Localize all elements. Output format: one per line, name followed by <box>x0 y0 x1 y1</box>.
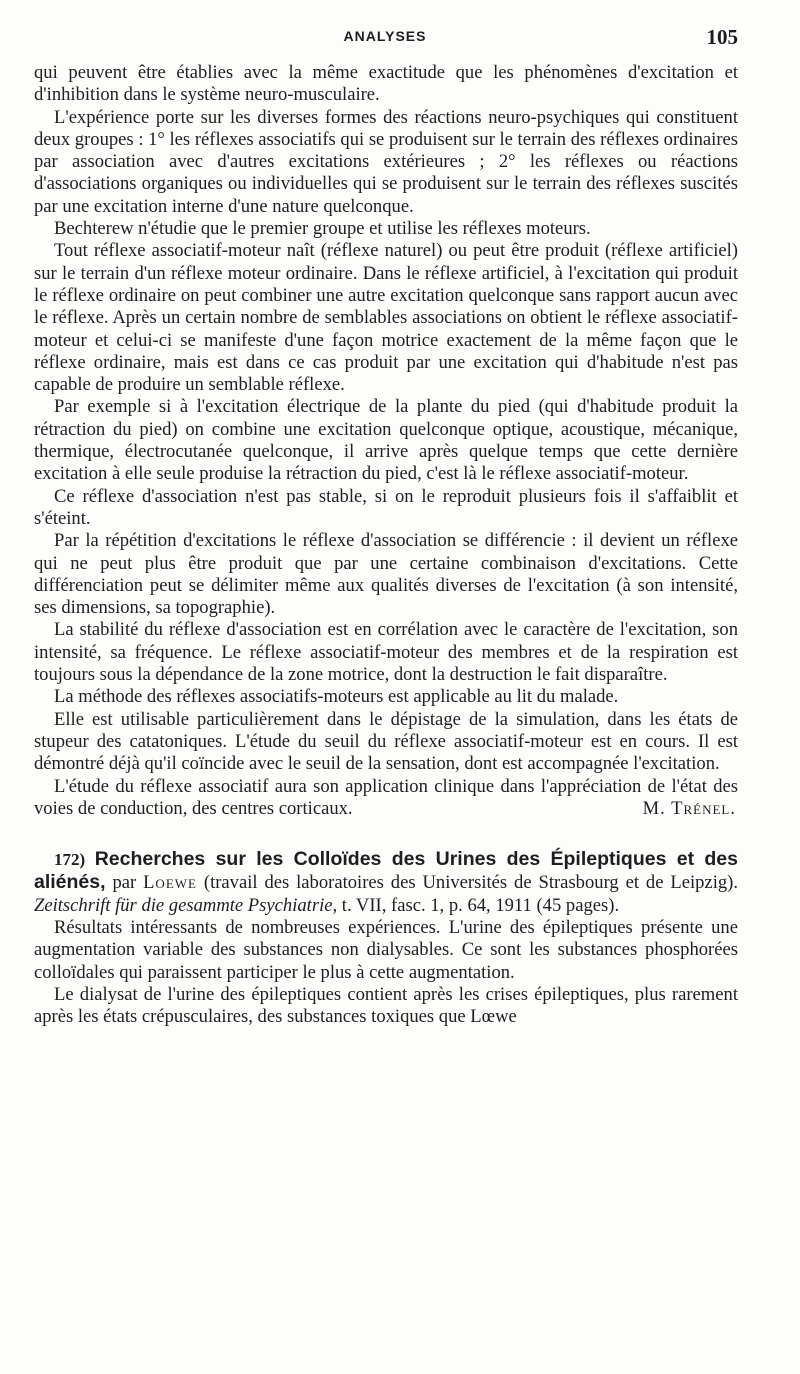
paragraph: Elle est utilisable particulièrement dans le dépistage de la simulation, dans les états de stupeur des catatoniques. L'étude du seuil du réflexe associatif-moteur est en cours. Il est démontré déjà qu'il coïncide avec le seuil de la sensation, dont est accompagnée l'excitation. <box>34 708 738 775</box>
entry-by: par <box>105 872 144 894</box>
entry-paragraph: Le dialysat de l'urine des épileptiques contient après les crises épileptiques, plus rarement après les états crépusculaires, des substances toxiques que Lœwe <box>34 983 738 1028</box>
entry-number: 172) <box>54 850 86 870</box>
paragraph: Par exemple si à l'excitation électrique de la plante du pied (qui d'habitude produit la rétraction du pied) on combine une excitation quelconque optique, acoustique, mécanique, thermique, électrocutanée quelconque, il arrive après quelque temps que cette dernière excitation à elle seule produise la rétraction du pied, c'est là le réflexe associatif-moteur. <box>34 396 738 485</box>
entry-citation: t. VII, fasc. 1, p. 64, 1911 (45 pages). <box>337 894 620 916</box>
paragraph: qui peuvent être établies avec la même exactitude que les phénomènes d'excitation et d'inhibition dans le système neuro-musculaire. <box>34 62 738 106</box>
paragraph: Par la répétition d'excitations le réflexe d'association se différencie : il devient un réflexe qui ne peut plus être produit que par une certaine combinaison d'excitations. Cette différenciation peut se délimiter même aux qualités diverses de l'excitation (à son intensité, ses dimensions, sa topographie). <box>34 530 738 619</box>
entry-title: Recherches sur les Colloïdes des Urines des Épileptiques et des aliénés, <box>34 848 738 894</box>
paragraph: L'expérience porte sur les diverses formes des réactions neuro-psychiques qui constituent deux groupes : 1° les réflexes associatifs qui se produisent sur le terrain des réflexes ordinaires par association avec d'autres excitations extérieures ; 2° les réflexes ou réactions d'associations organiques ou individuelles qui se produisent sur le terrain des réflexes suscités par une excitation interne d'une nature quelconque. <box>34 106 738 217</box>
reviewer-signature: M. Trénel. <box>642 797 736 819</box>
review-entry <box>34 848 738 1028</box>
paragraph: Tout réflexe associatif-moteur naît (réflexe naturel) ou peut être produit (réflexe artificiel) sur le terrain d'un réflexe moteur ordinaire. Dans le réflexe artificiel, à l'excitation qui produit le réflexe ordinaire on peut combiner une autre excitation quelconque sans rapport aucun avec le réflexe. Après un certain nombre de semblables associations on obtient le réflexe associatif-moteur et celui-ci se manifeste d'une façon motrice exactement de la même façon que le réflexe ordinaire, mais est dans ce cas produit par une excitation qui d'habitude n'est pas capable de produire un semblable réflexe. <box>34 240 738 396</box>
paragraph: L'étude du réflexe associatif aura son application clinique dans l'appréciation de l'état des voies de conduction, des centres corticaux. <box>34 775 738 819</box>
page-header <box>32 25 738 52</box>
paragraph: Bechterew n'étudie que le premier groupe et utilise les réflexes moteurs. <box>54 218 591 240</box>
page-body <box>34 62 738 1028</box>
page-number: 105 <box>706 25 738 49</box>
running-title: ANALYSES <box>343 28 427 44</box>
entry-heading <box>34 848 738 917</box>
paragraph: Ce réflexe d'association n'est pas stable, si on le reproduit plusieurs fois il s'affaiblit et s'éteint. <box>34 485 738 529</box>
entry-details: (travail des laboratoires des Universités de Strasbourg et de Leipzig). <box>196 872 738 894</box>
paragraph: La stabilité du réflexe d'association est en corrélation avec le caractère de l'excitation, son intensité, sa fréquence. Le réflexe associatif-moteur des membres et de la respiration est toujours sous la dépendance de la zone motrice, dont la destruction le fait disparaître. <box>34 619 738 686</box>
paragraph: La méthode des réflexes associatifs-moteurs est applicable au lit du malade. <box>54 686 619 708</box>
entry-journal: Zeitschrift für die gesammte Psychiatrie, <box>34 894 338 916</box>
entry-paragraph: Résultats intéressants de nombreuses expériences. L'urine des épileptiques présente une augmentation variable des substances non dialysables. Ce sont les substances phosphorées colloïdales qui paraissent participer le plus à cette augmentation. <box>34 916 738 983</box>
entry-author: Loewe <box>143 872 197 894</box>
